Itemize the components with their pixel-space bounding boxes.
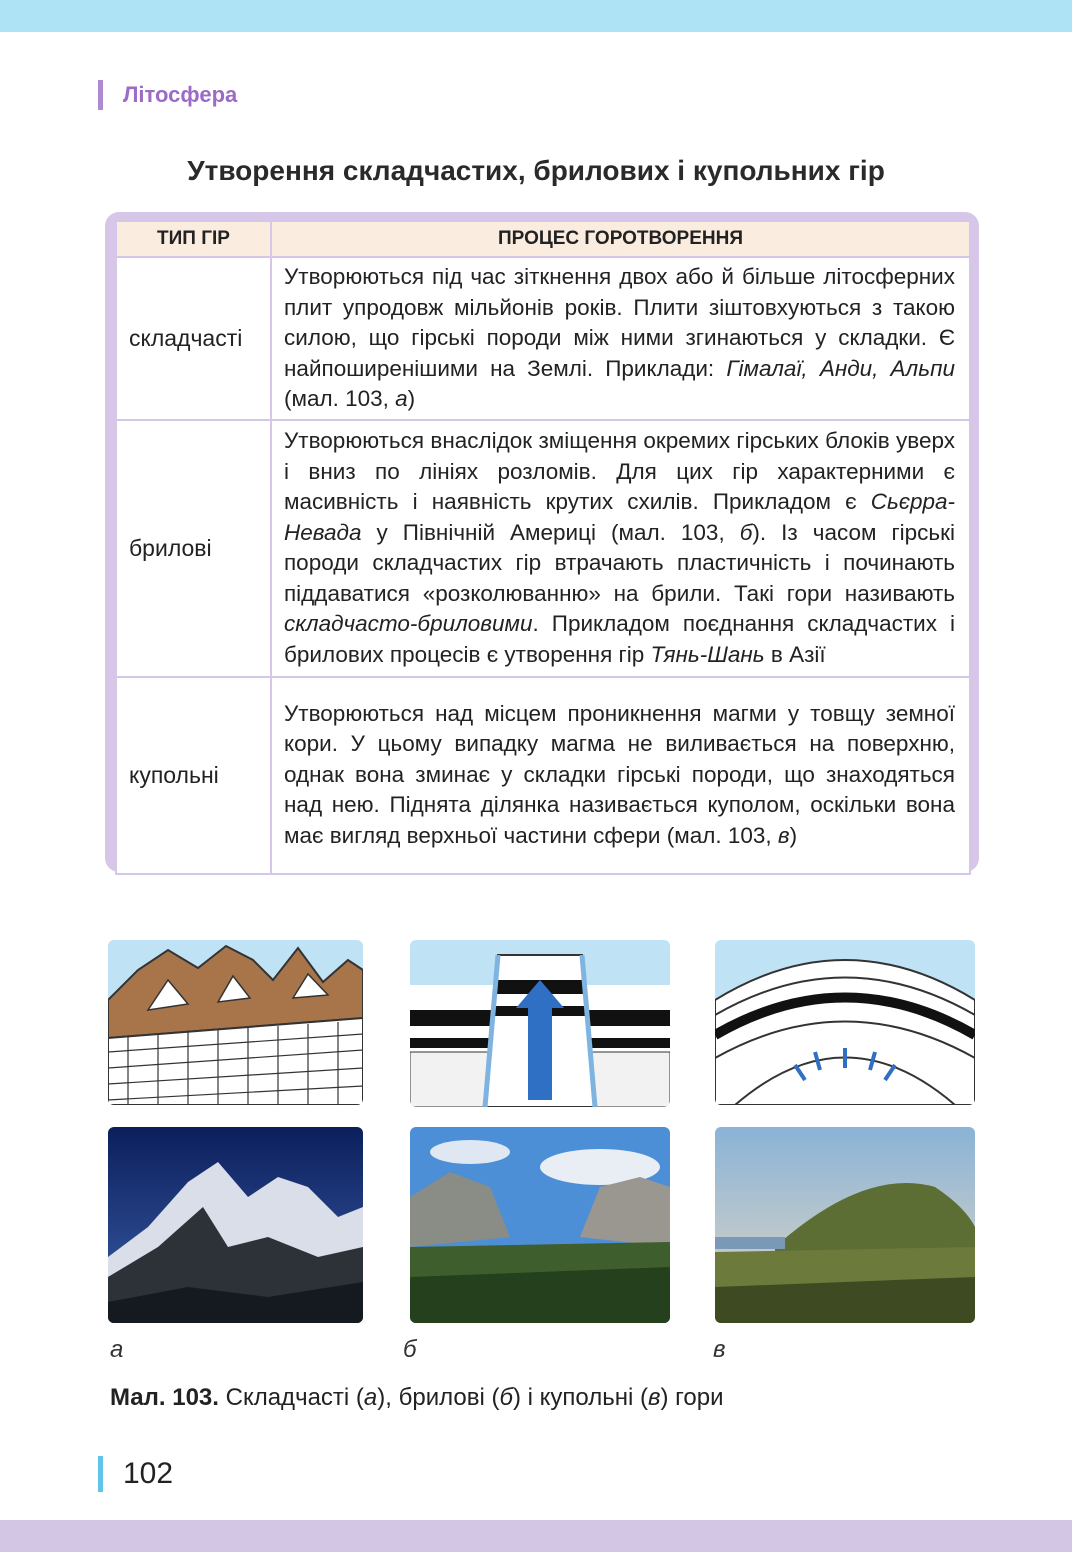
type-cell: купольні	[116, 677, 271, 874]
column-header-process: ПРОЦЕС ГОРОТВОРЕННЯ	[271, 221, 970, 257]
figure-letter-b: б	[403, 1336, 417, 1363]
running-head: Літосфера	[98, 80, 237, 110]
text-italic: б	[739, 519, 753, 545]
process-cell	[271, 420, 970, 677]
text: Утворюються над місцем проникнення магми у товщу земної кори. У цьому випадку магма не виливається на поверхню, однак вона зминає у складки гірські породи, що знаходяться над нею. Піднята ділянка називається куполом, оскільки вона має вигляд верхньої частини сфери (мал. 103,	[284, 700, 955, 848]
text: Складчасті (	[218, 1384, 364, 1411]
text-italic: Тянь-Шань	[650, 641, 765, 667]
column-header-type: ТИП ГІР	[116, 221, 271, 257]
text: у Північній Америці (мал. 103,	[361, 519, 740, 545]
figure-letter-v: в	[713, 1336, 726, 1363]
page-title: Утворення складчастих, брилових і купольних гір	[187, 155, 885, 186]
bottom-decorative-band	[0, 1520, 1072, 1552]
table-row-block	[116, 420, 970, 677]
text: ). Із часом гірські породи складчастих гір втрачають пластичність і починають піддаватися «розколюванню» на брили. Такі гори називають	[284, 519, 955, 606]
text-italic: Сьєрра-Невада	[284, 489, 955, 545]
text-italic: складчасто-бриловими	[284, 611, 533, 636]
text: Утворюються під час зіткнення двох або й більше літосферних плит упродовж мільйонів років. Плити зіштовхуються з такою силою, що гірські породи між ними згинаються у складки. Є найпоширенішими на Землі. Приклади:	[284, 264, 955, 381]
photo-block-mountains	[410, 1127, 670, 1323]
text-italic: в	[777, 822, 790, 848]
text-italic: в	[647, 1384, 661, 1411]
process-cell	[271, 257, 970, 420]
diagram-folded	[108, 940, 363, 1105]
type-cell: брилові	[116, 420, 271, 677]
text: Утворюються внаслідок зміщення окремих гірських блоків уверх і вниз по лініях розломів. Для цих гір характерними є масивність і наявність крутих схилів. Прикладом є	[284, 428, 955, 514]
diagram-block	[410, 940, 670, 1107]
text-italic: а	[363, 1384, 378, 1411]
text-italic: б	[499, 1384, 513, 1411]
caption-label: Мал. 103.	[110, 1384, 219, 1411]
table-row-dome	[116, 677, 970, 874]
table-row-folded	[116, 257, 970, 420]
process-cell	[271, 677, 970, 874]
top-decorative-band	[0, 0, 1072, 32]
text: ) гори	[660, 1384, 724, 1411]
text: в Азії	[764, 641, 826, 667]
text: )	[789, 822, 798, 848]
mountain-types-table	[115, 220, 971, 875]
text-italic: а	[395, 386, 408, 411]
text-italic: Гімалаї, Анди, Альпи	[726, 355, 955, 381]
text: (мал. 103,	[284, 386, 396, 411]
text: ) і купольні (	[512, 1384, 648, 1411]
text: . Прикладом поєднання складчастих і брилових процесів є утворення гір	[284, 611, 955, 667]
diagram-dome	[715, 940, 975, 1105]
page-number: 102	[98, 1456, 173, 1492]
type-cell: складчасті	[116, 257, 271, 420]
text: )	[407, 386, 416, 411]
photo-folded-mountains	[108, 1127, 363, 1323]
figure-letter-a: а	[110, 1336, 124, 1363]
figure-caption	[110, 1384, 724, 1412]
photo-dome-mountain	[715, 1127, 975, 1323]
table-header-row	[116, 221, 970, 257]
text: ), брилові (	[377, 1384, 500, 1411]
